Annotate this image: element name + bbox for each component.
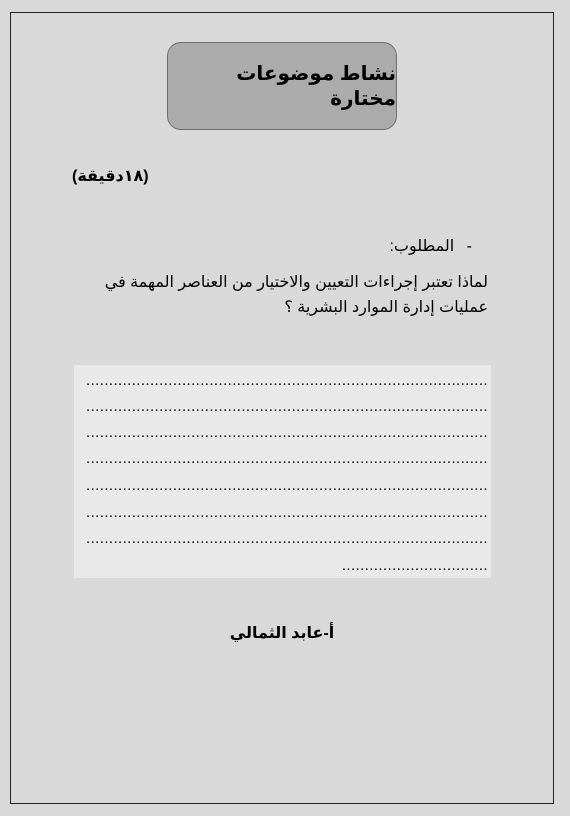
task-heading: [389, 236, 472, 256]
answer-line-8[interactable]: ................................: [341, 558, 488, 574]
answer-line-7[interactable]: ........................................................................................: [86, 531, 488, 547]
answer-line-5[interactable]: ........................................................................................: [86, 478, 488, 494]
answer-line-3[interactable]: ........................................................................................: [86, 425, 488, 441]
author-name: أ-عابد الثمالي: [229, 625, 335, 642]
answer-line-6[interactable]: ........................................................................................: [86, 505, 488, 521]
answer-line-2[interactable]: ........................................................................................: [86, 399, 488, 415]
task-label: المطلوب:: [389, 238, 455, 255]
question-line-1: لماذا تعتبر إجراءات التعيين والاختيار من العناصر المهمة في: [104, 274, 488, 291]
page-title: نشاط موضوعات مختارة: [236, 63, 396, 110]
title-box: [167, 42, 397, 130]
answer-line-4[interactable]: ........................................................................................: [86, 451, 488, 467]
answer-line-1[interactable]: ........................................................................................: [86, 373, 488, 389]
bullet-dash: -: [466, 238, 472, 255]
duration-label: (١٨دقيقة): [72, 168, 149, 185]
answer-area[interactable]: [74, 365, 491, 578]
question-text: [88, 270, 488, 320]
question-line-2: عمليات إدارة الموارد البشرية ؟: [284, 299, 488, 316]
